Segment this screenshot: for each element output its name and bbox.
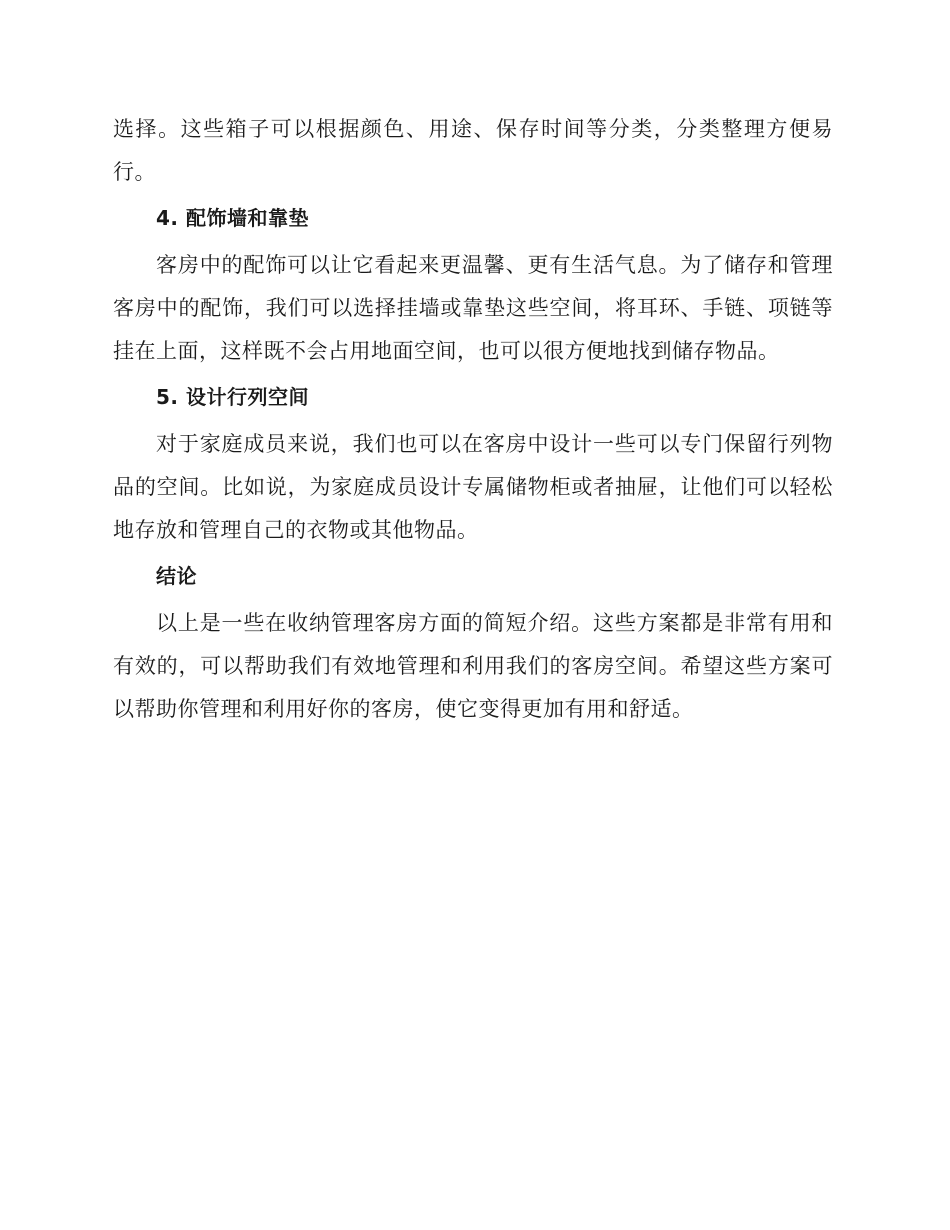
section-heading-row-space: 5. 设计行列空间 (156, 385, 309, 409)
section-body-row-space: 对于家庭成员来说，我们也可以在客房中设计一些可以专门保留行列物品的空间。比如说，为家庭成员设计专属储物柜或者抽屉，让他们可以轻松地存放和管理自己的衣物或其他物品。 (113, 432, 833, 542)
document-page (113, 108, 833, 731)
section-body-accessories: 客房中的配饰可以让它看起来更温馨、更有生活气息。为了储存和管理客房中的配饰，我们可以选择挂墙或靠垫这些空间，将耳环、手链、项链等挂在上面，这样既不会占用地面空间，也可以很方便地找到储存物品。 (113, 253, 833, 363)
section-heading-accessories: 4. 配饰墙和靠垫 (156, 206, 309, 230)
section-body-conclusion: 以上是一些在收纳管理客房方面的简短介绍。这些方案都是非常有用和有效的，可以帮助我们有效地管理和利用我们的客房空间。希望这些方案可以帮助你管理和利用好你的客房，使它变得更加有用和舒适。 (113, 611, 833, 721)
section-heading-conclusion: 结论 (156, 564, 197, 588)
intro-paragraph: 选择。这些箱子可以根据颜色、用途、保存时间等分类，分类整理方便易行。 (113, 117, 833, 184)
